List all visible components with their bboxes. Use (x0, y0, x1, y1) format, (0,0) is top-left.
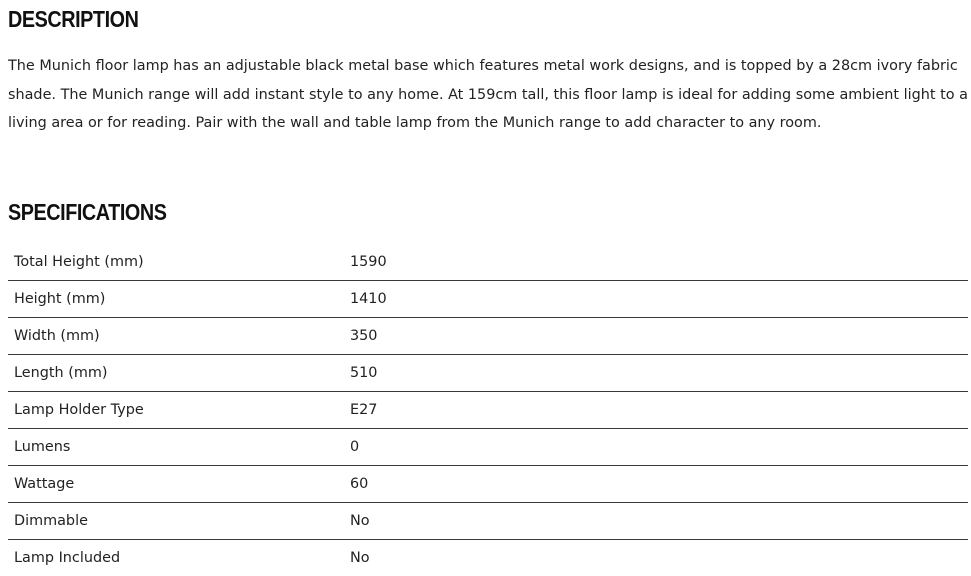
spec-label: Lumens (8, 429, 344, 466)
specifications-heading: SPECIFICATIONS (8, 198, 166, 226)
table-row (8, 244, 968, 281)
spec-label: Total Height (mm) (8, 244, 344, 281)
spec-label: Wattage (8, 466, 344, 503)
spec-value: 1590 (344, 244, 968, 281)
table-row (8, 281, 968, 318)
table-row (8, 429, 968, 466)
spec-label: Lamp Included (8, 540, 344, 576)
spec-label: Lamp Holder Type (8, 392, 344, 429)
table-row (8, 540, 968, 576)
spec-label: Height (mm) (8, 281, 344, 318)
spec-value: 1410 (344, 281, 968, 318)
description-text: The Munich floor lamp has an adjustable black metal base which features metal work designs, and is topped by a 28cm ivory fabric shade. The Munich range will add instant style to any home. At 159cm tall, this floor lamp is ideal for adding some ambient light to a living area or for reading. Pair with the wall and table lamp from the Munich range to add character to any room. (8, 52, 968, 138)
spec-value: 60 (344, 466, 968, 503)
spec-value: E27 (344, 392, 968, 429)
table-row (8, 318, 968, 355)
table-row (8, 503, 968, 540)
spec-value: 0 (344, 429, 968, 466)
table-row (8, 392, 968, 429)
spec-label: Dimmable (8, 503, 344, 540)
spec-value: No (344, 503, 968, 540)
spec-value: No (344, 540, 968, 576)
specifications-table (8, 244, 968, 576)
spec-label: Length (mm) (8, 355, 344, 392)
spec-label: Width (mm) (8, 318, 344, 355)
spec-value: 350 (344, 318, 968, 355)
spec-value: 510 (344, 355, 968, 392)
description-heading: DESCRIPTION (8, 5, 138, 33)
table-row (8, 355, 968, 392)
table-row (8, 466, 968, 503)
